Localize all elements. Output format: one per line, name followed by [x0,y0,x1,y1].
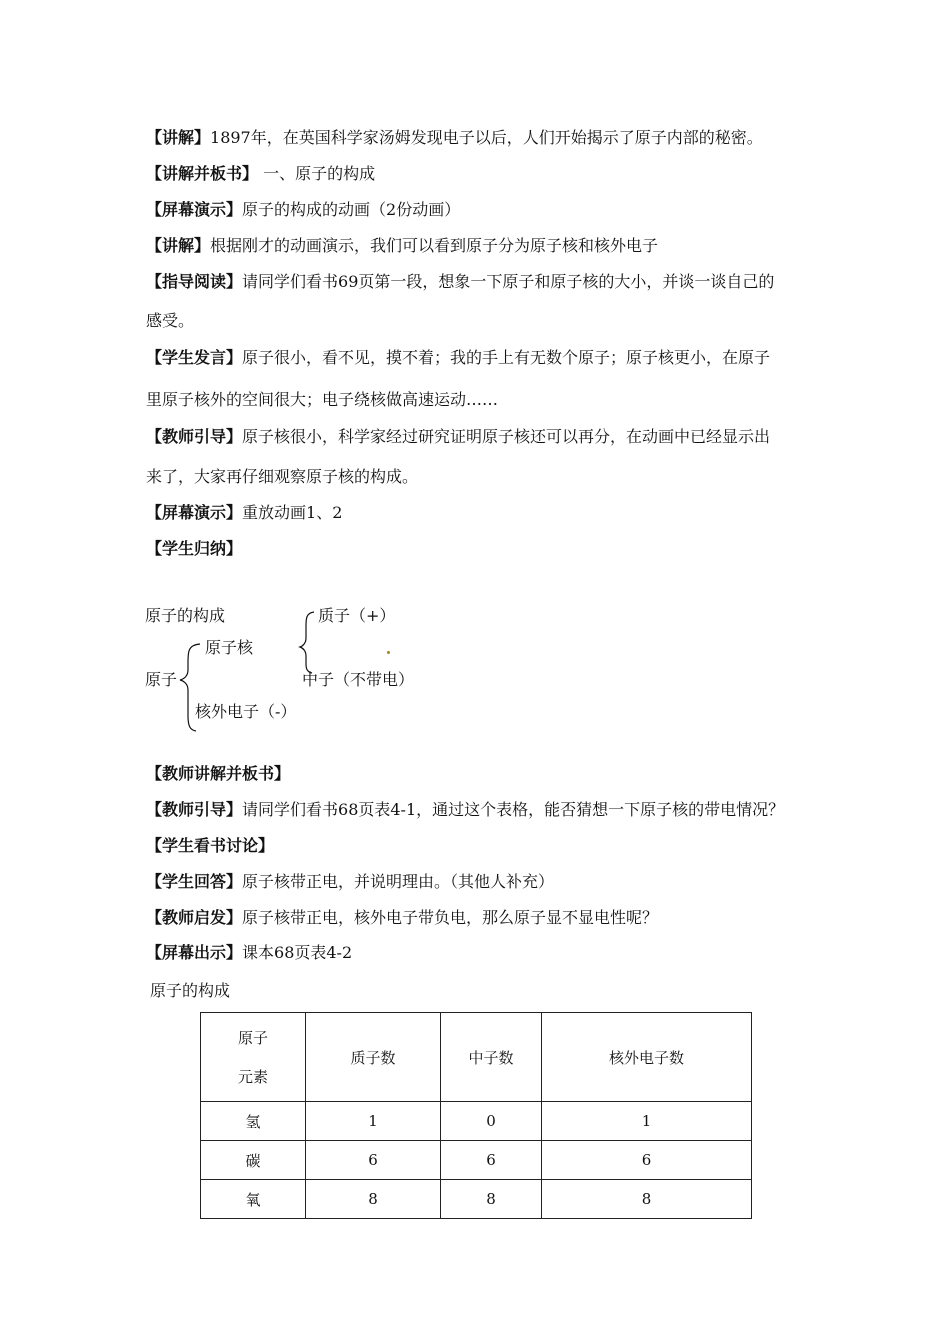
diagram-neutron-label: 中子（不带电） [302,670,415,689]
diagram-electron-label: 核外电子（-） [195,702,297,721]
table-title: 原子的构成 [150,981,231,1000]
text-line [146,764,290,784]
line-tag: 【屏幕演示】 [146,200,243,219]
line-tag: 【学生发言】 [146,348,243,367]
text-line [146,943,352,963]
text-line [146,908,658,928]
table-header-row [201,1013,752,1102]
corner-bottom-label: 元素 [237,1068,268,1086]
line-text: 原子很小，看不见，摸不着；我的手上有无数个原子；原子核更小，在原子 [242,348,771,367]
line-text: 请同学们看书69页第一段，想象一下原子和原子核的大小，并谈一谈自己的 [242,272,775,291]
element-cell: 氢 [201,1102,306,1141]
line-tag: 【讲解】 [146,236,211,255]
table-row [201,1102,752,1141]
nucleus-brace [300,612,314,673]
text-line [146,800,784,820]
line-tag: 【指导阅读】 [146,272,243,291]
line-tag: 【教师引导】 [146,800,243,819]
header-electron-count: 核外电子数 [542,1013,752,1102]
element-cell: 氧 [201,1180,306,1219]
diagram-proton-label: 质子（+） [318,606,396,625]
line-tag: 【屏幕出示】 [146,943,243,962]
atom-composition-table [200,1012,752,1219]
corner-top-label: 原子 [237,1029,268,1047]
line-tag: 【教师讲解并板书】 [146,764,291,783]
line-tag: 【讲解并板书】 [146,164,259,183]
line-text: 原子核很小，科学家经过研究证明原子核还可以再分，在动画中已经显示出 [242,427,771,446]
text-line [146,836,274,856]
element-cell: 碳 [201,1141,306,1180]
line-tag: 【学生看书讨论】 [146,836,275,855]
diagram-title: 原子的构成 [145,606,226,625]
header-proton-count: 质子数 [306,1013,441,1102]
neutron-cell: 6 [441,1141,542,1180]
electron-cell: 6 [542,1141,752,1180]
line-tag: 【讲解】 [146,128,211,147]
line-tag: 【教师启发】 [146,908,243,927]
neutron-cell: 8 [441,1180,542,1219]
line-text: 1897年，在英国科学家汤姆发现电子以后，人们开始揭示了原子内部的秘密。 [210,128,763,147]
line-tag: 【学生回答】 [146,872,243,891]
line-text: 里原子核外的空间很大；电子绕核做高速运动…… [146,390,499,409]
line-text: 来了，大家再仔细观察原子核的构成。 [146,467,419,486]
atom-brace [180,644,200,731]
line-text: 原子的构成的动画（2份动画） [242,200,461,219]
line-text: 原子核带正电，并说明理由。（其他人补充） [242,872,555,891]
diagram-atom-label: 原子 [145,670,178,689]
proton-cell: 8 [306,1180,441,1219]
table-corner-cell [201,1013,306,1102]
proton-cell: 1 [306,1102,441,1141]
text-line [146,872,554,892]
line-tag: 【学生归纳】 [146,539,243,558]
line-text: 根据刚才的动画演示，我们可以看到原子分为原子核和核外电子 [210,236,659,255]
electron-cell: 8 [542,1180,752,1219]
table-row [201,1180,752,1219]
line-text: 感受。 [146,311,195,330]
table-row [201,1141,752,1180]
line-text: 原子核带正电，核外电子带负电，那么原子显不显电性呢？ [242,908,659,927]
line-text: 一、原子的构成 [258,164,376,183]
neutron-cell: 0 [441,1102,542,1141]
header-neutron-count: 中子数 [441,1013,542,1102]
line-text: 重放动画1、2 [242,503,343,522]
electron-cell: 1 [542,1102,752,1141]
stray-dot [387,651,390,654]
proton-cell: 6 [306,1141,441,1180]
line-text: 课本68页表4-2 [242,943,353,962]
line-tag: 【屏幕演示】 [146,503,243,522]
line-text: 请同学们看书68页表4-1，通过这个表格，能否猜想一下原子核的带电情况？ [242,800,785,819]
line-tag: 【教师引导】 [146,427,243,446]
diagram-nucleus-label: 原子核 [205,638,254,657]
